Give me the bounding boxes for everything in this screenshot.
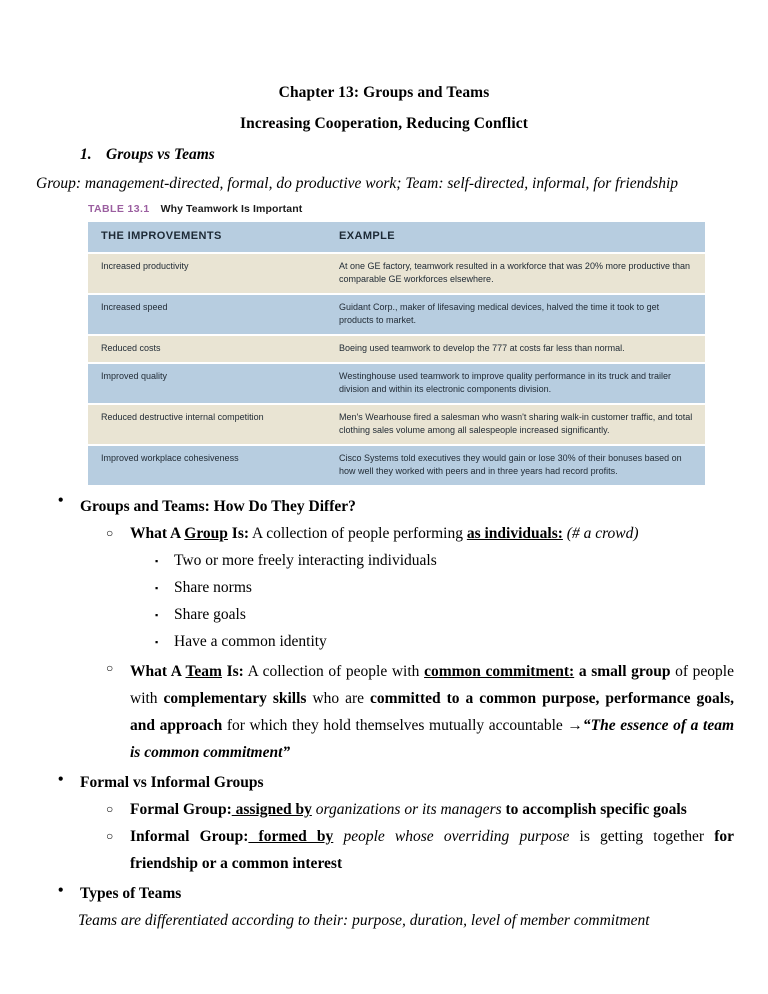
bullet-formal-vs-informal-label: Formal vs Informal Groups xyxy=(80,773,264,791)
bullet-icon: • xyxy=(58,770,64,788)
section-heading-groups-vs-teams xyxy=(0,133,768,164)
section-title: Groups vs Teams xyxy=(106,145,215,163)
team-text-4: of people with xyxy=(130,662,734,707)
group-label-a: What A xyxy=(130,524,185,542)
informal-group-text-2: people whose overriding purpose xyxy=(333,827,570,845)
informal-group-text-1: formed by xyxy=(248,827,334,845)
chapter-subtitle: Increasing Cooperation, Reducing Conflict xyxy=(240,114,528,132)
bullet-groups-and-teams-label: Groups and Teams: How Do They Differ? xyxy=(80,497,356,515)
bullet-icon: • xyxy=(58,491,64,509)
sub-bullet-what-a-team-is xyxy=(0,655,768,766)
team-label-a: What A xyxy=(130,662,186,680)
table-row xyxy=(88,254,705,293)
table-caption-number: TABLE 13.1 xyxy=(88,202,150,215)
cell-improvement: Improved quality xyxy=(88,364,339,403)
team-text-6: who are xyxy=(306,689,371,707)
bullet-groups-and-teams xyxy=(0,487,768,520)
bullet-types-of-teams xyxy=(0,877,768,907)
circle-bullet-icon: ○ xyxy=(106,525,114,540)
cell-improvement: Increased productivity xyxy=(88,254,339,293)
formal-group-label: Formal Group: xyxy=(130,800,232,818)
cell-example: Boeing used teamwork to develop the 777 at costs far less than normal. xyxy=(339,336,705,362)
circle-bullet-icon: ○ xyxy=(106,828,114,843)
team-text-1: A collection of people with xyxy=(243,662,425,680)
cell-example: Westinghouse used teamwork to improve quality performance in its truck and trailer division and within its electronic components division. xyxy=(339,364,705,403)
cell-example: Cisco Systems told executives they would gain or lose 30% of their bonuses based on how well they worked with peers and in three years had record profits. xyxy=(339,446,705,485)
group-text-2: performing xyxy=(389,524,467,542)
cell-example: At one GE factory, teamwork resulted in a workforce that was 20% more productive than comparable GE workforces elsewhere. xyxy=(339,254,705,293)
group-text-3: as individuals: xyxy=(466,524,563,542)
team-text-8: for which they hold themselves mutually accountable xyxy=(222,716,568,734)
team-text-3: a small group xyxy=(574,662,671,680)
cell-example: Guidant Corp., maker of lifesaving medical devices, halved the time it took to get products to market. xyxy=(339,295,705,334)
chapter-title: Chapter 13: Groups and Teams xyxy=(278,84,490,101)
types-of-teams-note: Teams are differentiated according to their: purpose, duration, level of member commitment xyxy=(78,911,650,929)
formal-group-text-3: to accomplish specific goals xyxy=(501,800,687,818)
group-text-4: (# a crowd) xyxy=(562,524,639,542)
team-label-key: Team xyxy=(185,662,222,680)
bullet-icon: • xyxy=(58,881,64,899)
square-bullet-icon: ▪ xyxy=(155,582,159,593)
circle-bullet-icon: ○ xyxy=(106,660,114,675)
table-row xyxy=(88,405,705,444)
sub-sub-bullet xyxy=(0,628,768,655)
formal-group-text-2: organizations or its managers xyxy=(311,800,502,818)
group-label-b: Is: xyxy=(227,524,250,542)
section-number: 1. xyxy=(80,145,92,163)
bullet-formal-vs-informal xyxy=(0,766,768,796)
informal-group-text-4: for friendship or a common interest xyxy=(130,827,735,872)
teamwork-importance-table xyxy=(88,220,705,487)
group-text-1: A collection of people xyxy=(249,524,390,542)
team-text-5: complementary skills xyxy=(163,689,307,707)
cell-improvement: Reduced costs xyxy=(88,336,339,362)
circle-bullet-icon: ○ xyxy=(106,801,114,816)
group-point-label: Share goals xyxy=(174,605,246,623)
informal-group-text-3: is getting together xyxy=(569,827,715,845)
team-quote: “The essence of a team is common commitment” xyxy=(130,716,735,761)
arrow-icon: → xyxy=(567,716,583,734)
team-label-b: Is: xyxy=(221,662,244,680)
cell-improvement: Increased speed xyxy=(88,295,339,334)
table-row xyxy=(88,446,705,485)
table-row xyxy=(88,336,705,362)
table-header-improvements: THE IMPROVEMENTS xyxy=(88,222,339,252)
bullet-types-of-teams-label: Types of Teams xyxy=(80,884,182,902)
sub-sub-bullet xyxy=(0,601,768,628)
group-point-label: Share norms xyxy=(174,578,252,596)
sub-bullet-informal-group xyxy=(0,823,768,877)
square-bullet-icon: ▪ xyxy=(155,609,159,620)
group-point-label: Two or more freely interacting individuals xyxy=(174,551,437,569)
cell-improvement: Improved workplace cohesiveness xyxy=(88,446,339,485)
square-bullet-icon: ▪ xyxy=(155,555,159,566)
informal-group-label: Informal Group: xyxy=(130,827,249,845)
sub-bullet-what-a-group-is xyxy=(0,520,768,547)
cell-example: Men's Wearhouse fired a salesman who wasn't sharing walk-in customer traffic, and total clothing sales volume among all salespeople increased significantly. xyxy=(339,405,705,444)
group-point-label: Have a common identity xyxy=(174,632,327,650)
group-label-key: Group xyxy=(184,524,228,542)
table-row xyxy=(88,295,705,334)
formal-group-text-1: assigned by xyxy=(231,800,312,818)
table-caption-title: Why Teamwork Is Important xyxy=(160,202,303,215)
sub-bullet-formal-group xyxy=(0,796,768,823)
table-row xyxy=(88,364,705,403)
table-header-row xyxy=(88,222,705,252)
table-header-example: EXAMPLE xyxy=(339,222,705,252)
sub-sub-bullet xyxy=(0,547,768,574)
table-figure xyxy=(0,193,768,487)
table-caption xyxy=(88,202,768,216)
cell-improvement: Reduced destructive internal competition xyxy=(88,405,339,444)
square-bullet-icon: ▪ xyxy=(155,636,159,647)
team-text-2: common commitment: xyxy=(424,662,575,680)
lead-note: Group: management-directed, formal, do productive work; Team: self-directed, informal, for friendship xyxy=(36,174,679,192)
team-text-7: committed to a common purpose, performance goals, and approach xyxy=(130,689,734,734)
sub-sub-bullet xyxy=(0,574,768,601)
